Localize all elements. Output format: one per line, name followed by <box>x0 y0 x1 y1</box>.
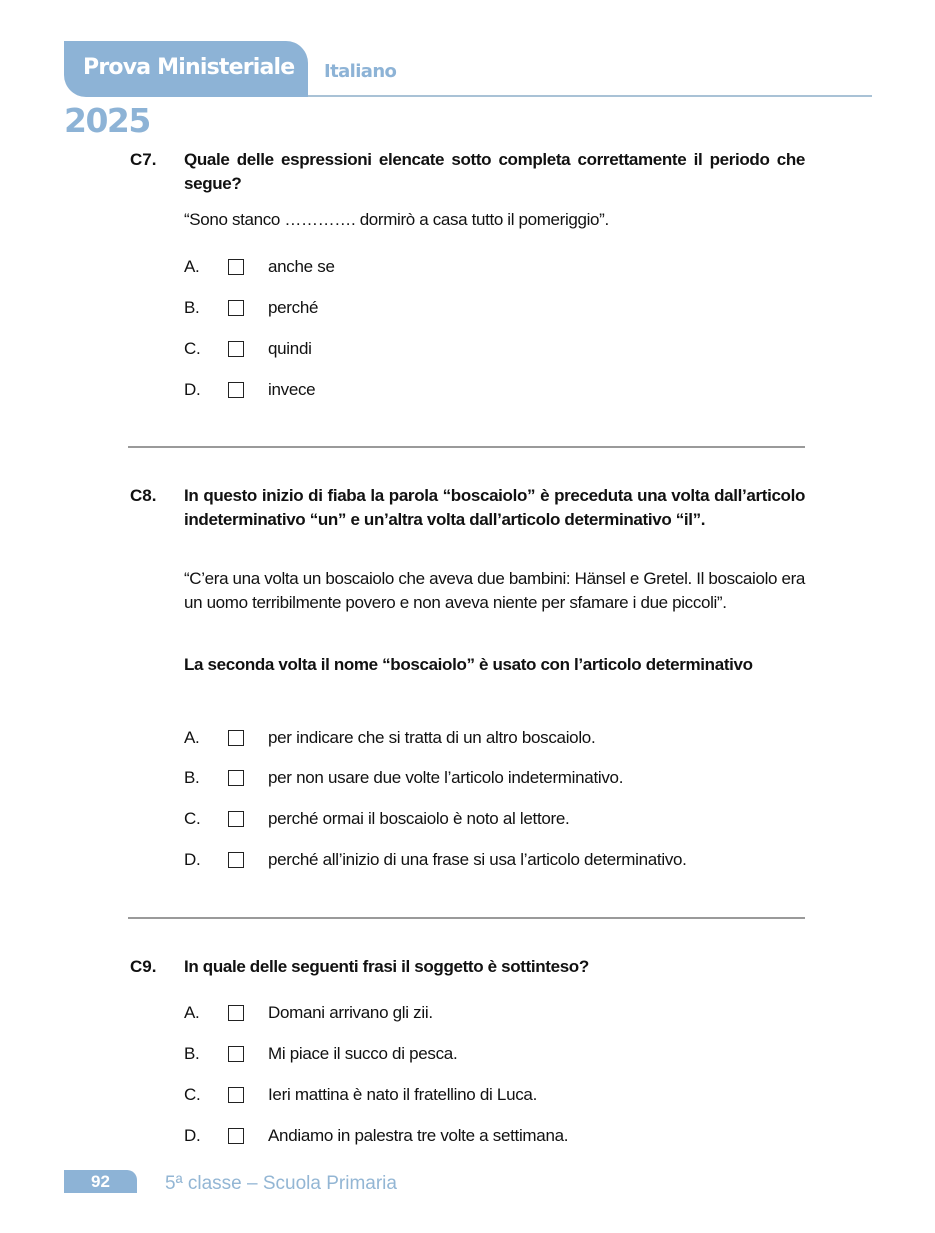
option-letter: A. <box>184 728 200 747</box>
question-code: C8. <box>130 486 157 505</box>
option-text: Andiamo in palestra tre volte a settimana. <box>268 1126 569 1145</box>
option-letter: C. <box>184 339 201 358</box>
option-c9-d[interactable] <box>184 1125 568 1147</box>
option-letter: D. <box>184 1126 201 1145</box>
option-text: per non usare due volte l’articolo indeterminativo. <box>268 768 624 787</box>
option-c9-b[interactable] <box>184 1043 457 1065</box>
checkbox-icon[interactable] <box>228 770 244 786</box>
option-letter: C. <box>184 1085 201 1104</box>
header-tab-label: Prova Ministeriale <box>83 55 295 80</box>
checkbox-icon[interactable] <box>228 1087 244 1103</box>
question-separator <box>128 917 805 919</box>
question-passage: “Sono stanco …………. dormirò a casa tutto il pomeriggio”. <box>184 210 609 229</box>
option-c7-a[interactable] <box>184 256 335 278</box>
checkbox-icon[interactable] <box>228 382 244 398</box>
question-prompt: La seconda volta il nome “boscaiolo” è usato con l’articolo determinativo <box>184 655 753 674</box>
page-number: 92 <box>64 1170 137 1193</box>
checkbox-icon[interactable] <box>228 1046 244 1062</box>
option-text: perché <box>268 298 319 317</box>
option-text: perché ormai il boscaiolo è noto al lettore. <box>268 809 570 828</box>
question-separator <box>128 446 805 448</box>
option-letter: B. <box>184 298 200 317</box>
checkbox-icon[interactable] <box>228 1128 244 1144</box>
option-text: quindi <box>268 339 312 358</box>
option-c7-d[interactable] <box>184 379 315 401</box>
header-divider <box>308 95 872 97</box>
option-c8-a[interactable] <box>184 727 595 749</box>
option-text: Ieri mattina è nato il fratellino di Luca. <box>268 1085 537 1104</box>
option-text: invece <box>268 380 316 399</box>
option-letter: A. <box>184 1003 200 1022</box>
checkbox-icon[interactable] <box>228 341 244 357</box>
option-c9-a[interactable] <box>184 1002 433 1024</box>
checkbox-icon[interactable] <box>228 259 244 275</box>
option-text: per indicare che si tratta di un altro boscaiolo. <box>268 728 596 747</box>
option-c8-c[interactable] <box>184 808 569 830</box>
option-letter: D. <box>184 850 201 869</box>
option-letter: D. <box>184 380 201 399</box>
option-text: Domani arrivano gli zii. <box>268 1003 433 1022</box>
option-c7-b[interactable] <box>184 297 318 319</box>
footer-label: 5ª classe – Scuola Primaria <box>165 1173 397 1194</box>
question-passage: “C’era una volta un boscaiolo che aveva due bambini: Hänsel e Gretel. Il boscaiolo era un uomo terribilmente povero e non aveva niente per sfamare i due piccoli”. <box>184 569 805 612</box>
option-c7-c[interactable] <box>184 338 312 360</box>
header-year: 2025 <box>64 101 150 140</box>
question-code: C7. <box>130 150 157 169</box>
checkbox-icon[interactable] <box>228 300 244 316</box>
checkbox-icon[interactable] <box>228 1005 244 1021</box>
option-letter: B. <box>184 1044 200 1063</box>
question-text: In questo inizio di fiaba la parola “boscaiolo” è preceduta una volta dall’articolo indeterminativo “un” e un’altra volta dall’articolo determinativo “il”. <box>184 486 805 529</box>
option-text: Mi piace il succo di pesca. <box>268 1044 458 1063</box>
option-letter: A. <box>184 257 200 276</box>
question-text: Quale delle espressioni elencate sotto completa correttamente il periodo che segue? <box>184 150 805 193</box>
option-c9-c[interactable] <box>184 1084 537 1106</box>
option-letter: C. <box>184 809 201 828</box>
question-text: In quale delle seguenti frasi il soggetto è sottinteso? <box>184 957 589 976</box>
option-text: perché all’inizio di una frase si usa l’articolo determinativo. <box>268 850 687 869</box>
option-text: anche se <box>268 257 335 276</box>
checkbox-icon[interactable] <box>228 730 244 746</box>
question-code: C9. <box>130 957 157 976</box>
checkbox-icon[interactable] <box>228 811 244 827</box>
option-c8-d[interactable] <box>184 849 687 871</box>
checkbox-icon[interactable] <box>228 852 244 868</box>
option-c8-b[interactable] <box>184 767 623 789</box>
header-subject: Italiano <box>324 61 397 82</box>
option-letter: B. <box>184 768 200 787</box>
